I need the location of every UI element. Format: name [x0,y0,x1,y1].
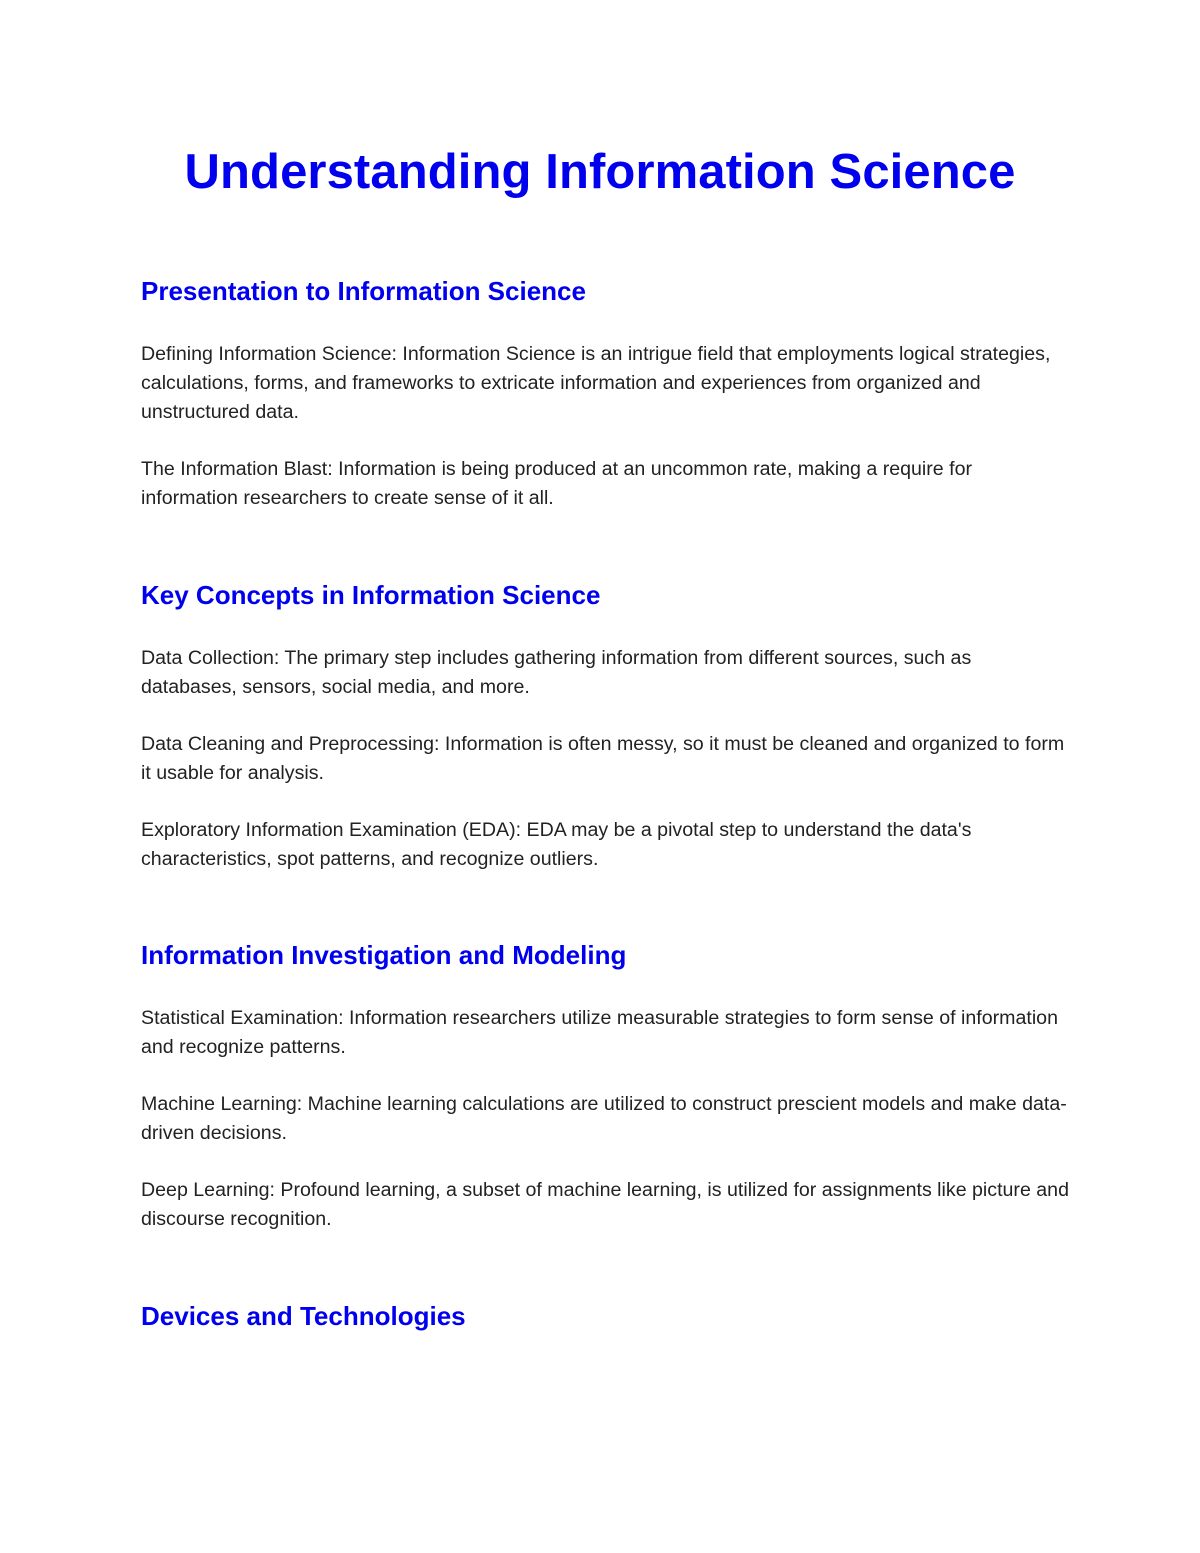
section-devices-technologies [141,1298,1071,1334]
paragraph: Data Cleaning and Preprocessing: Information is often messy, so it must be cleaned and organized to form it usable for analysis. [141,733,1065,784]
paragraph: Machine Learning: Machine learning calculations are utilized to construct prescient models and make data-driven decisions. [141,1093,1067,1144]
section-key-concepts [141,577,1071,874]
section-heading: Information Investigation and Modeling [141,940,627,970]
paragraph: Defining Information Science: Information Science is an intrigue field that employments logical strategies, calculations, forms, and frameworks to extricate information and experiences from organized and unstructured data. [141,343,1051,423]
section-heading: Key Concepts in Information Science [141,580,601,610]
section-presentation [141,273,1071,513]
paragraph: Statistical Examination: Information researchers utilize measurable strategies to form sense of information and recognize patterns. [141,1007,1058,1058]
section-heading: Presentation to Information Science [141,276,586,306]
section-heading: Devices and Technologies [141,1301,466,1331]
paragraph: Data Collection: The primary step includes gathering information from different sources, such as databases, sensors, social media, and more. [141,647,972,698]
document-title: Understanding Information Science [184,145,1016,199]
paragraph: Deep Learning: Profound learning, a subset of machine learning, is utilized for assignments like picture and discourse recognition. [141,1179,1069,1230]
paragraph: The Information Blast: Information is being produced at an uncommon rate, making a require for information researchers to create sense of it all. [141,458,972,509]
section-investigation-modeling [141,937,1071,1234]
paragraph: Exploratory Information Examination (EDA): EDA may be a pivotal step to understand the data's characteristics, spot patterns, and recognize outliers. [141,819,972,870]
